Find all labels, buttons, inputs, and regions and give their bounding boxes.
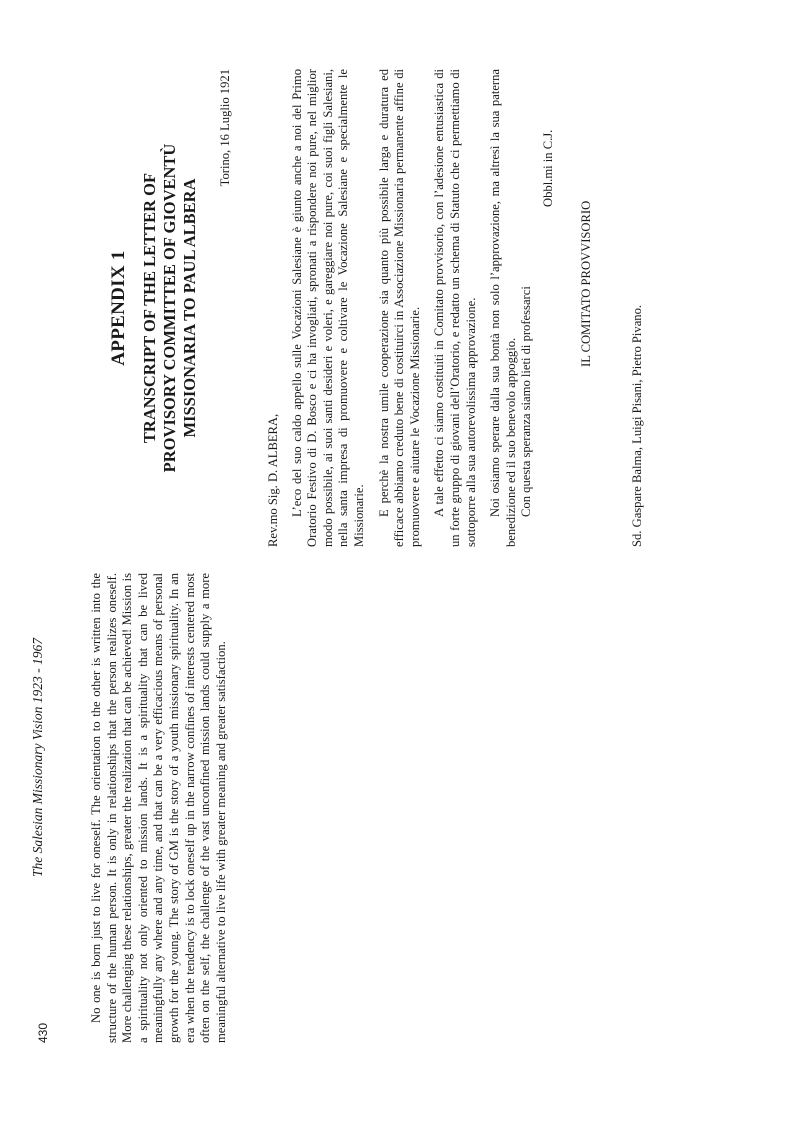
appendix-heading: APPENDIX 1	[108, 250, 129, 366]
hope-line: Con questa speranza siamo lieti di professarci	[519, 286, 534, 517]
appendix-title	[140, 69, 200, 547]
running-title: The Salesian Missionary Vision 1923 - 1967	[30, 638, 45, 877]
letter-paragraph: Noi osiamo sperare dalla sua bontà non solo l’approvazione, ma altresì la sua paterna benedizione ed il suo benevolo appoggio.	[488, 69, 518, 547]
committee-signature: IL COMITATO PROVVISORIO	[578, 200, 593, 367]
running-header	[30, 573, 60, 1043]
letter-paragraph: A tale effetto ci siamo costituiti in Comitato provvisorio, con l’adesione entusiastica di un forte gruppo di giovani dell’Oratorio, e redatto un schema di Statuto che ci permettiamo di sottoporre alla sua autorevolissima approvazione.	[432, 69, 478, 547]
closing-formula: Obbl.mi in C.J.	[540, 129, 555, 207]
title-line: MISSIONARIA TO PAUL ALBERA	[180, 178, 199, 438]
left-page-text	[89, 573, 229, 1043]
left-paragraph: No one is born just to live for oneself. The orientation to the other is written into the structure of the human person. It is only in relationships that the person realizes oneself. More challenging these relationships, greater the realization that can be achieved! Mission is a spirituality not only oriented to mission lands. It is a spirituality that can be lived meaningfully any where and any time, and that can be a very efficacious means of personal growth for the young. The story of GM is the story of a youth missionary spirituality. In an era when the tendency is to lock oneself up in the narrow confines of interests centered most often on the self, the challenge of the vast unconfined mission lands could supply a more meaningful alternative to live life with greater meaning and greater satisfaction.	[89, 573, 228, 1043]
signatories: Sd. Gaspare Balma, Luigi Pisani, Pietro Pivano.	[630, 304, 645, 547]
title-line: PROVISORY COMMITTEE OF GIOVENTÙ	[160, 143, 179, 473]
rotated-content	[30, 40, 763, 1083]
letter-date: Torino, 16 Luglio 1921	[218, 69, 232, 187]
letter-body	[266, 69, 646, 547]
title-line: TRANSCRIPT OF THE LETTER OF	[140, 172, 159, 444]
letter-paragraph: E perchè la nostra umile cooperazione sia quanto più possibile larga e duratura ed efficace abbiamo creduto bene di costituirci in Associazione Missionaria permanente affine di promuovere e aiutare le Vocazione Missionarie.	[376, 69, 422, 547]
page-number: 430	[36, 1022, 50, 1043]
letter-paragraph: L’eco del suo caldo appello sulle Vocazioni Salesiane è giunto anche a noi del Primo Oratorio Festivo di D. Bosco e ci ha invogliati, spronati a rispondere noi pure, nel miglior modo possibile, ai suoi santi desideri e voleri, e gareggiare noi pure, coi suoi figli Salesiani, nella santa impresa di promuovere e coltivare le Vocazione Salesiane e specialmente le Missionarie.	[289, 69, 366, 547]
salutation: Rev.mo Sig. D. ALBERA,	[266, 413, 280, 547]
